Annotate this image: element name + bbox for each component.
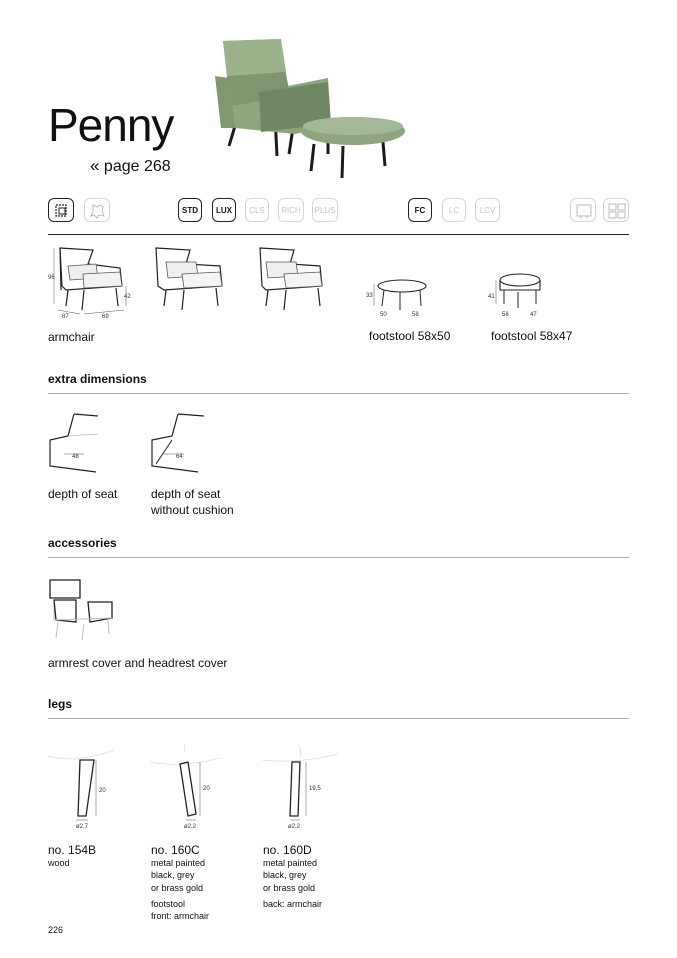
badge-fc: FC (408, 198, 432, 222)
leg-160c-material-3: or brass gold (151, 883, 204, 893)
leg-160d-drawing (262, 740, 342, 832)
badge-rich: RICH (278, 198, 304, 222)
armchair-drawing-front (152, 244, 232, 316)
cover-label: armrest cover and headrest cover (48, 656, 228, 670)
fabric-pattern-icon (48, 198, 74, 222)
leg-154b-diameter: ø2,7 (76, 824, 89, 830)
armchair-drawing-angled (256, 244, 336, 316)
leg-160d-note-1: back: armchair (263, 899, 323, 909)
dim-fs2-a: 58 (502, 312, 509, 318)
extra-dimensions-heading: extra dimensions (48, 372, 147, 386)
seat-depth-drawing (46, 410, 106, 472)
page-number: 226 (48, 925, 64, 935)
dim-arm-seat: 42 (124, 294, 131, 300)
dim-arm-width: 69 (102, 314, 109, 320)
configuration-icon (603, 198, 629, 222)
badge-plus: PLUS (312, 198, 338, 222)
leg-160d-diameter: ø2,2 (288, 824, 301, 830)
leather-hide-icon (84, 198, 110, 222)
armchair-label: armchair (48, 330, 95, 344)
extra-dimensions-divider (48, 393, 629, 394)
page-reference[interactable] (90, 156, 171, 176)
seat-depth-value: 48 (72, 454, 79, 460)
footstool-58x47-label: footstool 58x47 (491, 329, 573, 343)
accessories-divider (48, 557, 629, 558)
leg-160d-material-3: or brass gold (263, 883, 316, 893)
leg-160d-height: 19,5 (309, 786, 321, 792)
seat-depth-nc-value: 64 (176, 454, 183, 460)
dim-fs2-b: 47 (530, 312, 537, 318)
leg-160c-material-2: black, grey (151, 870, 195, 880)
dim-arm-height: 96 (48, 275, 55, 281)
leg-154b-height: 20 (99, 788, 106, 794)
footstool-58x47-drawing (488, 270, 558, 320)
badge-lcv: LCV (475, 198, 500, 222)
leg-160d-material-2: black, grey (263, 870, 307, 880)
legs-heading: legs (48, 697, 73, 711)
footstool-58x50-drawing (366, 276, 436, 320)
leg-154b-drawing (48, 740, 118, 832)
page-ref-text: page 268 (103, 158, 171, 175)
dim-fs1-a: 50 (380, 312, 387, 318)
leg-160c-material-1: metal painted (151, 858, 206, 868)
product-photo (215, 36, 415, 181)
leg-160c-note-2: front: armchair (151, 911, 210, 921)
header-divider (48, 234, 629, 235)
footstool-58x50-label: footstool 58x50 (369, 329, 451, 343)
leg-160d-name: no. 160D (263, 843, 312, 857)
leg-160c-diameter: ø2,2 (184, 824, 197, 830)
seat-depth-label: depth of seat (48, 487, 118, 501)
armrest-headrest-cover-drawing (46, 576, 116, 644)
dim-fs1-b: 58 (412, 312, 419, 318)
badge-lc: LC (442, 198, 466, 222)
seat-depth-nc-label-1: depth of seat (151, 487, 221, 501)
legs-divider (48, 718, 629, 719)
leg-160d-material-1: metal painted (263, 858, 318, 868)
badge-cls: CLS (245, 198, 269, 222)
seat-depth-no-cushion-drawing (148, 410, 208, 472)
leg-160c-name: no. 160C (151, 843, 200, 857)
sofa-module-icon (570, 198, 596, 222)
dim-fs1-height: 33 (366, 293, 373, 299)
leg-160c-drawing (150, 740, 220, 832)
seat-depth-nc-label-2: without cushion (151, 503, 234, 517)
page-arrow: « (90, 156, 100, 175)
armchair-drawing-dimensioned (48, 244, 138, 319)
leg-160c-height: 20 (203, 786, 210, 792)
leg-154b-material: wood (48, 858, 70, 868)
dim-arm-depth: 87 (62, 314, 69, 320)
badge-lux: LUX (212, 198, 236, 222)
product-title: Penny (48, 99, 174, 151)
leg-160c-note-1: footstool (151, 899, 186, 909)
leg-154b-name: no. 154B (48, 843, 97, 857)
accessories-heading: accessories (48, 536, 117, 550)
badge-std: STD (178, 198, 202, 222)
dim-fs2-height: 41 (488, 294, 495, 300)
